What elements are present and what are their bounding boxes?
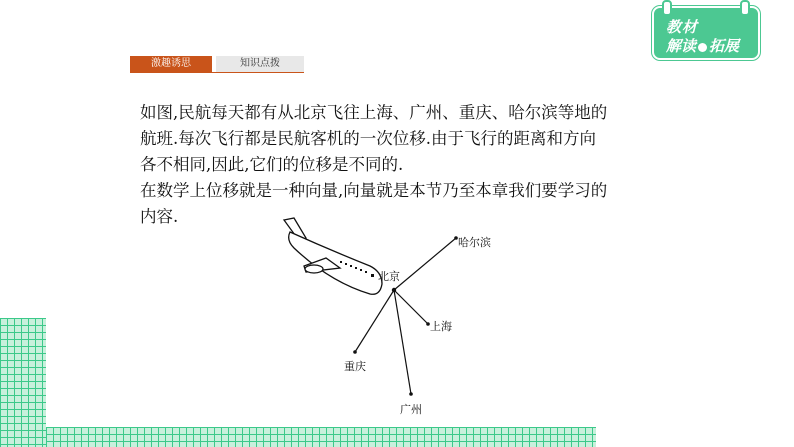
- paragraph-line: 各不相同,因此,它们的位移是不同的.: [140, 155, 404, 174]
- label-harbin: 哈尔滨: [458, 236, 491, 249]
- grid-decoration: [0, 318, 46, 447]
- paragraph-line: 内容.: [140, 207, 179, 226]
- label-beijing: 北京: [378, 270, 400, 283]
- textbook-badge: [652, 6, 760, 60]
- paragraph-line: 航班.每次飞行都是民航客机的一次位移.由于飞行的距离和方向: [140, 129, 596, 148]
- tab-underline: [130, 72, 304, 73]
- grid-decoration-bottom: [46, 427, 596, 447]
- node-chongqing: [353, 350, 357, 354]
- badge-pin-left: [662, 0, 672, 16]
- label-shanghai: 上海: [430, 320, 452, 333]
- route-harbin: [394, 238, 456, 290]
- tab-motivation[interactable]: 激趣诱思: [130, 56, 212, 72]
- badge-subtitle: 解读 拓展: [666, 37, 740, 55]
- paragraph-line: 在数学上位移就是一种向量,向量就是本节乃至本章我们要学习的: [140, 181, 608, 200]
- node-beijing: [392, 288, 396, 292]
- route-guangzhou: [394, 290, 411, 394]
- tab-knowledge[interactable]: 知识点拨: [216, 56, 304, 72]
- badge-pin-right: [740, 0, 750, 16]
- label-chongqing: 重庆: [344, 360, 366, 373]
- badge-title: 教材: [666, 18, 699, 36]
- airplane-icon: [284, 218, 382, 294]
- flight-route-diagram: [270, 210, 500, 425]
- node-guangzhou: [409, 392, 413, 396]
- paragraph-line: 如图,民航每天都有从北京飞往上海、广州、重庆、哈尔滨等地的: [140, 103, 608, 122]
- route-chongqing: [355, 290, 394, 352]
- label-guangzhou: 广州: [400, 403, 422, 416]
